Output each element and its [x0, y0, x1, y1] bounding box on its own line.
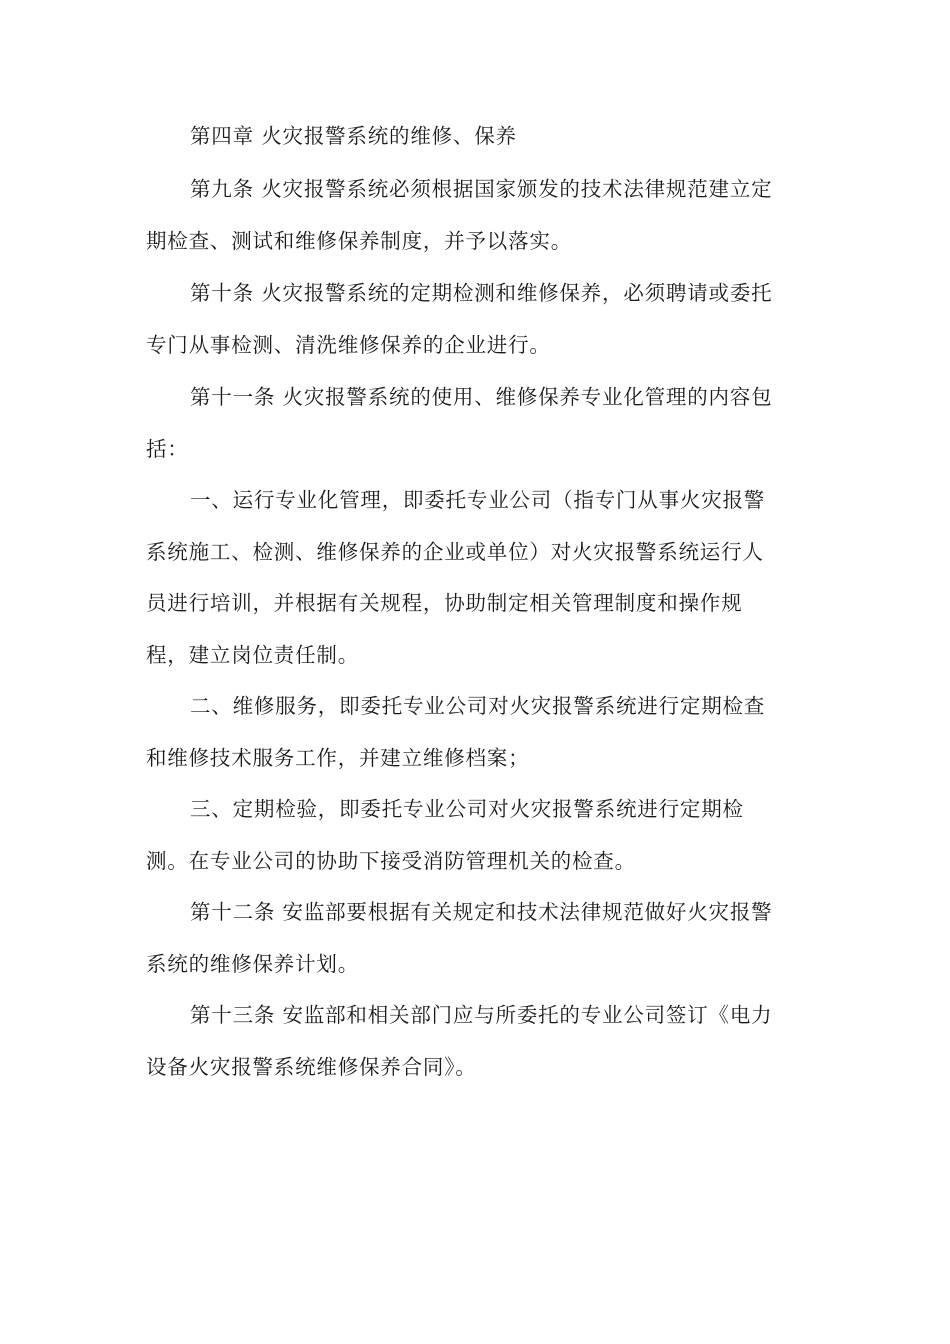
item-1-line-2: 系统施工、检测、维修保养的企业或单位）对火灾报警系统运行人 — [146, 540, 764, 564]
chapter-heading: 第四章 火灾报警系统的维修、保养 — [190, 124, 517, 148]
article-10-line-1: 第十条 火灾报警系统的定期检测和维修保养，必须聘请或委托 — [190, 281, 773, 305]
item-3-line-1: 三、定期检验，即委托专业公司对火灾报警系统进行定期检 — [190, 797, 744, 821]
item-2-line-2: 和维修技术服务工作，并建立维修档案； — [146, 746, 530, 770]
article-10-line-2: 专门从事检测、清洗维修保养的企业进行。 — [146, 333, 551, 357]
article-9-line-2: 期检查、测试和维修保养制度，并予以落实。 — [146, 229, 572, 253]
item-1-line-4: 程，建立岗位责任制。 — [146, 643, 359, 667]
article-11-line-2: 括： — [146, 437, 189, 461]
article-13-line-2: 设备火灾报警系统维修保养合同》。 — [146, 1055, 477, 1079]
item-3-line-2: 测。在专业公司的协助下接受消防管理机关的检查。 — [146, 849, 636, 873]
article-12-line-2: 系统的维修保养计划。 — [146, 952, 359, 976]
article-11-line-1: 第十一条 火灾报警系统的使用、维修保养专业化管理的内容包 — [190, 385, 773, 409]
article-12-line-1: 第十二条 安监部要根据有关规定和技术法律规范做好火灾报警 — [190, 900, 773, 924]
article-13-line-1: 第十三条 安监部和相关部门应与所委托的专业公司签订《电力 — [190, 1003, 773, 1027]
item-1-line-1: 一、运行专业化管理，即委托专业公司（指专门从事火灾报警 — [190, 488, 766, 512]
article-9-line-1: 第九条 火灾报警系统必须根据国家颁发的技术法律规范建立定 — [190, 177, 773, 201]
item-1-line-3: 员进行培训，并根据有关规程，协助制定相关管理制度和操作规 — [146, 591, 743, 615]
item-2-line-1: 二、维修服务，即委托专业公司对火灾报警系统进行定期检查 — [190, 694, 766, 718]
